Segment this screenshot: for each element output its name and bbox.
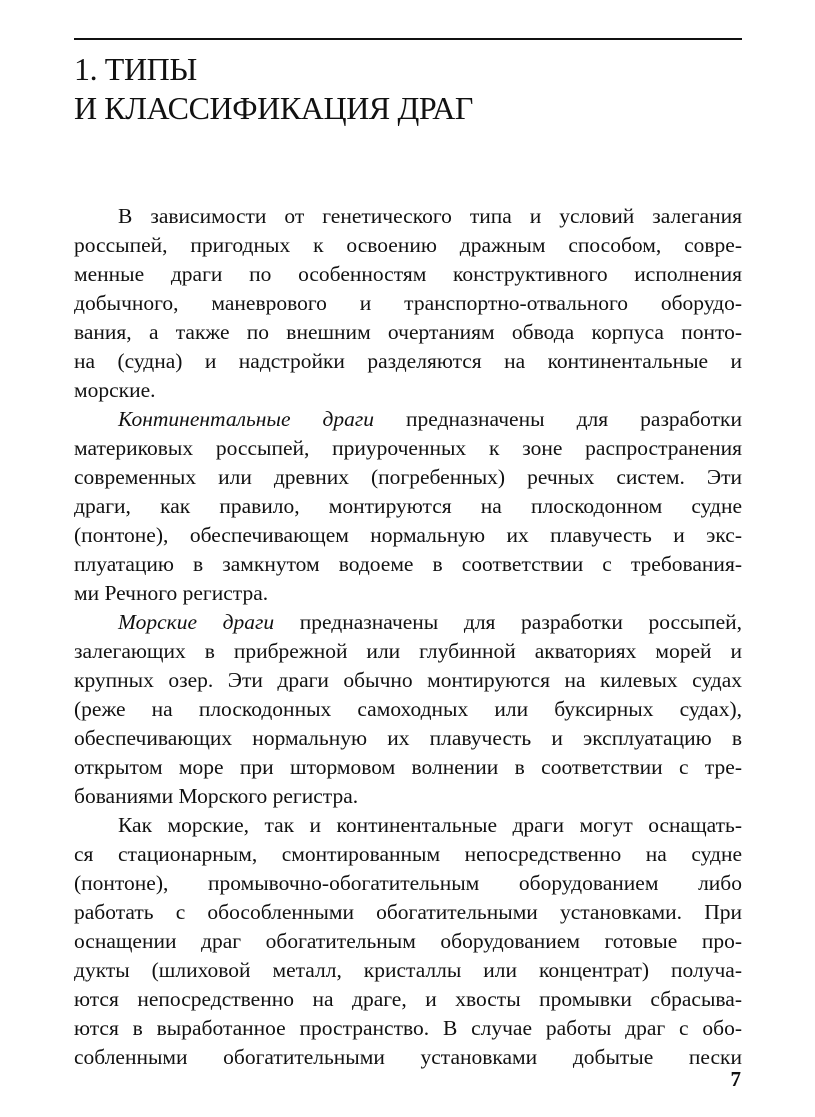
line-text: менные драги по особенностям конструктивного исполнения bbox=[74, 262, 742, 286]
text-line bbox=[74, 811, 742, 840]
page-number: 7 bbox=[730, 1067, 741, 1091]
line-text: работать с обособленными обогатительными установками. При bbox=[74, 900, 742, 924]
line-text: дукты (шлиховой металл, кристаллы или концентрат) получа- bbox=[74, 958, 742, 982]
text-line bbox=[74, 318, 742, 347]
line-text: бованиями Морского регистра. bbox=[74, 784, 359, 808]
text-line bbox=[74, 637, 742, 666]
text-line bbox=[74, 376, 742, 405]
top-rule bbox=[74, 38, 742, 40]
line-text: (реже на плоскодонных самоходных или буксирных судах), bbox=[74, 697, 742, 721]
text-line bbox=[74, 550, 742, 579]
line-text: россыпей, пригодных к освоению дражным способом, совре- bbox=[74, 233, 742, 257]
line-text: ются в выработанное пространство. В случае работы драг с обо- bbox=[74, 1016, 742, 1040]
text-line bbox=[74, 463, 742, 492]
text-line bbox=[74, 869, 742, 898]
text-line bbox=[74, 898, 742, 927]
paragraph bbox=[74, 608, 742, 811]
text-line bbox=[74, 579, 742, 608]
body-text bbox=[74, 202, 742, 1072]
italic-term: Морские драги bbox=[118, 610, 275, 634]
line-text: ются непосредственно на драге, и хвосты промывки сбрасыва- bbox=[74, 987, 742, 1011]
line-text: обеспечивающих нормальную их плавучесть и эксплуатацию в bbox=[74, 726, 742, 750]
text-line bbox=[74, 753, 742, 782]
line-text: морские. bbox=[74, 378, 156, 402]
text-line bbox=[74, 666, 742, 695]
line-text: предназначены для разработки bbox=[374, 407, 742, 431]
line-text: добычного, маневрового и транспортно-отвального оборудо- bbox=[74, 291, 742, 315]
italic-term: Континентальные драги bbox=[118, 407, 375, 431]
line-text: открытом море при штормовом волнении в соответствии с тре- bbox=[74, 755, 742, 779]
line-text: Как морские, так и континентальные драги могут оснащать- bbox=[118, 813, 742, 837]
text-line bbox=[74, 492, 742, 521]
text-line bbox=[74, 956, 742, 985]
chapter-heading-line-2: И КЛАССИФИКАЦИЯ ДРАГ bbox=[74, 90, 474, 126]
paragraph bbox=[74, 405, 742, 608]
chapter-heading bbox=[74, 50, 742, 128]
paragraph bbox=[74, 811, 742, 1072]
line-text: (понтоне), обеспечивающем нормальную их плавучесть и экс- bbox=[74, 523, 742, 547]
line-text: плуатацию в замкнутом водоеме в соответствии с требования- bbox=[74, 552, 742, 576]
text-line bbox=[74, 840, 742, 869]
text-line bbox=[74, 927, 742, 956]
line-text: на (судна) и надстройки разделяются на континентальные и bbox=[74, 349, 742, 373]
line-text: ми Речного регистра. bbox=[74, 581, 269, 605]
text-line bbox=[74, 231, 742, 260]
text-line bbox=[74, 347, 742, 376]
text-line bbox=[74, 521, 742, 550]
text-line bbox=[74, 608, 742, 637]
line-text: собленными обогатительными установками добытые пески bbox=[74, 1045, 742, 1069]
text-line bbox=[74, 434, 742, 463]
text-line bbox=[74, 724, 742, 753]
text-line bbox=[74, 202, 742, 231]
line-text: В зависимости от генетического типа и условий залегания bbox=[118, 204, 742, 228]
line-text: драги, как правило, монтируются на плоскодонном судне bbox=[74, 494, 742, 518]
text-line bbox=[74, 1014, 742, 1043]
text-line bbox=[74, 260, 742, 289]
text-line bbox=[74, 405, 742, 434]
text-line bbox=[74, 1043, 742, 1072]
line-text: (понтоне), промывочно-обогатительным оборудованием либо bbox=[74, 871, 742, 895]
text-line bbox=[74, 985, 742, 1014]
line-text: залегающих в прибрежной или глубинной акваториях морей и bbox=[74, 639, 742, 663]
line-text: предназначены для разработки россыпей, bbox=[274, 610, 742, 634]
line-text: современных или древних (погребенных) речных систем. Эти bbox=[74, 465, 742, 489]
text-line bbox=[74, 289, 742, 318]
line-text: крупных озер. Эти драги обычно монтируются на килевых судах bbox=[74, 668, 742, 692]
line-text: ся стационарным, смонтированным непосредственно на судне bbox=[74, 842, 742, 866]
text-line bbox=[74, 695, 742, 724]
line-text: вания, а также по внешним очертаниям обвода корпуса понто- bbox=[74, 320, 742, 344]
chapter-heading-line-1: 1. ТИПЫ bbox=[74, 51, 197, 87]
line-text: материковых россыпей, приуроченных к зоне распространения bbox=[74, 436, 742, 460]
line-text: оснащении драг обогатительным оборудованием готовые про- bbox=[74, 929, 742, 953]
paragraph bbox=[74, 202, 742, 405]
text-line bbox=[74, 782, 742, 811]
